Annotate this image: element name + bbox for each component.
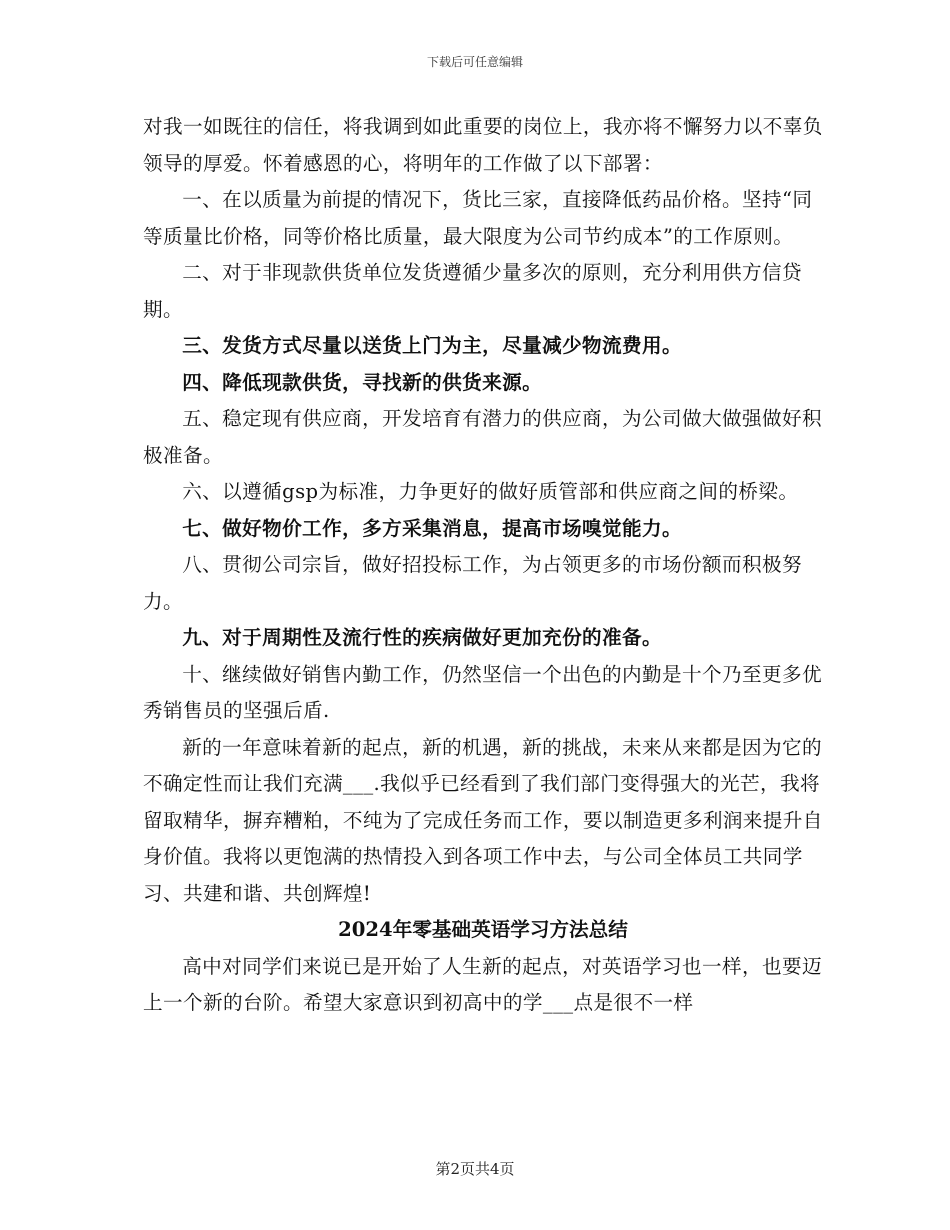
paragraph: 六、以遵循gsp为标准，力争更好的做好质管部和供应商之间的桥梁。 [182,480,799,503]
paragraph: 二、对于非现款供货单位发货遵循少量多次的原则，充分利用供方信贷期。 [143,261,802,321]
paragraph: 四、降低现款供货，寻找新的供货来源。 [182,370,543,394]
paragraph: 高中对同学们来说已是开始了人生新的起点，对英语学习也一样，也要迈上一个新的台阶。希望大家意识到初高中的学___点是很不一样 [143,954,822,1014]
paragraph: 一、在以质量为前提的情况下，货比三家，直接降低药品价格。坚持“同等质量比价格，同等价格比质量，最大限度为公司节约成本”的工作原则。 [143,188,813,248]
paragraph: 三、发货方式尽量以送货上门为主，尽量减少物流费用。 [182,334,683,357]
paragraph: 十、继续做好销售内勤工作，仍然坚信一个出色的内勤是十个乃至更多优秀销售员的坚强后盾. [143,662,822,722]
paragraph: 七、做好物价工作，多方采集消息，提高市场嗅觉能力。 [182,516,683,540]
paragraph: 五、稳定现有供应商，开发培育有潜力的供应商，为公司做大做强做好积极准备。 [143,407,822,467]
page-footer: 第2页共4页 [435,1160,515,1178]
paragraph: 对我一如既往的信任，将我调到如此重要的岗位上，我亦将不懈努力以不辜负领导的厚爱。怀着感恩的心，将明年的工作做了以下部署： [143,115,823,175]
page-header: 下载后可任意编辑 [426,55,523,69]
paragraph: 新的一年意味着新的起点，新的机遇，新的挑战，未来从来都是因为它的不确定性而让我们充满___.我似乎已经看到了我们部门变得强大的光芒，我将留取精华，摒弃糟粕，不纯为了完成任务而工作，要以制造更多利润来提升自身价值。我将以更饱满的热情投入到各项工作中去，与公司全体员工共同学习、共建和谐、共创辉煌! [143,735,823,905]
paragraph: 八、贯彻公司宗旨，做好招投标工作，为占领更多的市场份额而积极努力。 [143,553,802,613]
paragraph: 九、对于周期性及流行性的疾病做好更加充份的准备。 [182,626,663,649]
section-title: 2024年零基础英语学习方法总结 [338,918,628,941]
document-body [143,109,823,1022]
